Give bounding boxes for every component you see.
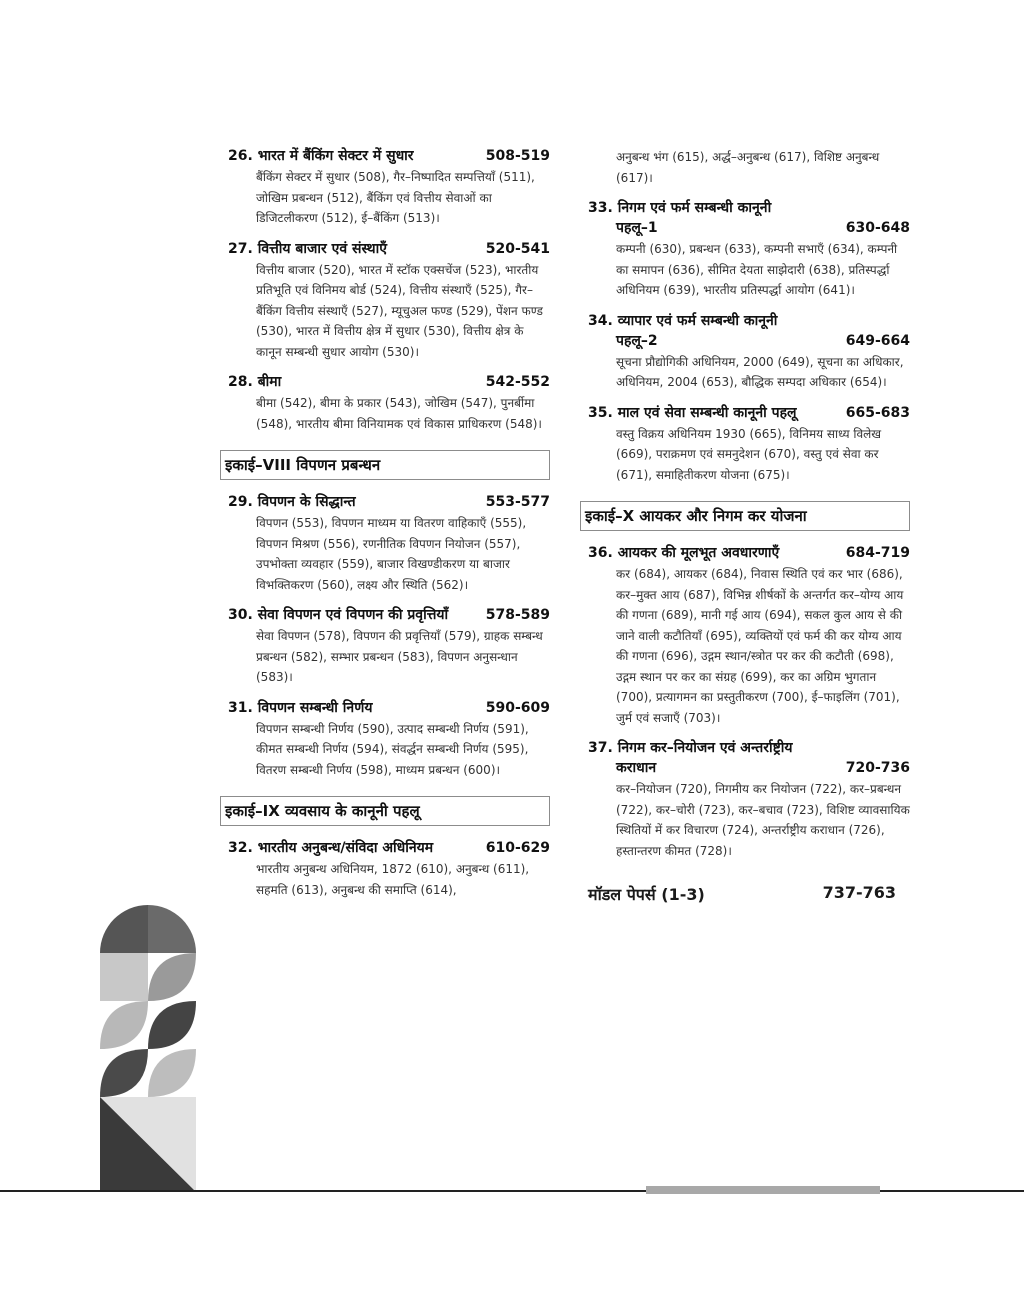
entry-number: 26. <box>228 148 253 164</box>
quarter-circle-dark-shape <box>100 905 148 953</box>
entry-title-row <box>588 403 910 423</box>
entry-pages: 542-552 <box>485 374 550 390</box>
entry-title-text: माल एवं सेवा सम्बन्धी कानूनी पहलू <box>617 404 797 421</box>
entry-number: 28. <box>228 374 253 390</box>
entry-title <box>588 403 846 423</box>
entry-title-cont: पहलू–2 <box>616 332 658 349</box>
toc-entry-32-continued <box>588 147 910 188</box>
entry-title <box>228 372 486 392</box>
entry-pages: 508-519 <box>485 148 550 164</box>
entry-number: 34. <box>588 312 613 329</box>
entry-title-row <box>588 738 910 758</box>
leaf-dark-shape-2 <box>100 1049 148 1097</box>
entry-title-row <box>228 492 550 512</box>
entry-body: बैंकिंग सेक्टर में सुधार (508), गैर–निष्पादित सम्पत्तियाँ (511), जोखिम प्रबन्धन (512), बैंकिंग एवं वित्तीय सेवाओं का डिजिटलीकरण (512), ई–बैंकिंग (513)। <box>256 170 535 225</box>
entry-title <box>228 492 486 512</box>
entry-body: कर–नियोजन (720), निगमीय कर नियोजन (722), कर–प्रबन्धन (722), कर–चोरी (723), कर–बचाव (723), विशिष्ट व्यावसायिक स्थितियों में कर विचारण (724), अन्तर्राष्ट्रीय कराधान (726), हस्तान्तरण कीमत (728)। <box>616 782 910 858</box>
toc-entry-31 <box>228 698 550 781</box>
entry-title <box>228 698 486 718</box>
entry-pages: 665-683 <box>845 404 910 421</box>
entry-number: 30. <box>228 607 253 623</box>
entry-title-row <box>228 239 550 259</box>
unit-heading-10: इकाई–X आयकर और निगम कर योजना <box>580 501 910 531</box>
unit-heading-9: इकाई–IX व्यवसाय के कानूनी पहलू <box>220 796 550 826</box>
entry-title-row <box>228 838 550 858</box>
entry-title-text: व्यापार एवं फर्म सम्बन्धी कानूनी <box>617 312 778 329</box>
model-papers-entry <box>588 883 910 905</box>
entry-body: कम्पनी (630), प्रबन्धन (633), कम्पनी सभाएँ (634), कम्पनी का समापन (636), सीमित देयता साझेदारी (638), प्रतिस्पर्द्धा अधिनियम (639), भारतीय प्रतिस्पर्द्धा आयोग (641)। <box>616 242 898 297</box>
entry-title-cont: पहलू–1 <box>616 220 658 236</box>
toc-entry-29 <box>228 492 550 595</box>
entry-number: 27. <box>228 240 253 257</box>
entry-title-row <box>588 311 910 331</box>
leaf-light-shape <box>100 1001 148 1049</box>
entry-body: सूचना प्रौद्योगिकी अधिनियम, 2000 (649), सूचना का अधिकार, अधिनियम, 2004 (653), बौद्धिक सम्पदा अधिकार (654)। <box>616 354 904 389</box>
toc-entry-26 <box>228 146 550 229</box>
decorative-geometric-graphic <box>100 905 196 1192</box>
entry-number: 33. <box>588 200 613 216</box>
entry-title-text: विपणन सम्बन्धी निर्णय <box>257 699 373 716</box>
entry-title-row <box>228 146 550 166</box>
entry-title-line2 <box>588 758 910 778</box>
entry-body: बीमा (542), बीमा के प्रकार (543), जोखिम (547), पुनर्बीमा (548), भारतीय बीमा विनियामक एवं विकास प्राधिकरण (548)। <box>256 396 542 431</box>
leaf-dark-shape <box>148 1001 196 1049</box>
left-column <box>225 146 550 910</box>
toc-entry-37 <box>588 738 910 861</box>
entry-pages: 578-589 <box>485 607 550 623</box>
entry-pages: 630-648 <box>845 220 910 236</box>
entry-body: सेवा विपणन (578), विपणन की प्रवृत्तियाँ (579), ग्राहक सम्बन्ध प्रबन्धन (582), सम्भार प्रबन्धन (583), विपणन अनुसन्धान (583)। <box>256 629 543 684</box>
toc-entry-27 <box>228 239 550 363</box>
entry-title-row <box>588 198 910 218</box>
entry-title-text: वित्तीय बाजार एवं संस्थाएँ <box>257 240 387 257</box>
model-papers-pages: 737-763 <box>822 883 896 902</box>
entry-title-text: निगम कर–नियोजन एवं अन्तर्राष्ट्रीय <box>617 740 793 756</box>
entry-number: 36. <box>588 545 613 561</box>
entry-body: भारतीय अनुबन्ध अधिनियम, 1872 (610), अनुबन्ध (611), सहमति (613), अनुबन्ध की समाप्ति (614), <box>256 862 530 897</box>
entry-title <box>588 311 910 331</box>
leaf-light-shape-2 <box>148 1049 196 1097</box>
entry-pages: 520-541 <box>485 240 550 257</box>
entry-pages: 590-609 <box>485 699 550 716</box>
entry-pages: 553-577 <box>485 494 550 510</box>
entry-number: 29. <box>228 494 253 510</box>
entry-body: विपणन सम्बन्धी निर्णय (590), उत्पाद सम्बन्धी निर्णय (591), कीमत सम्बन्धी निर्णय (594), संवर्द्धन सम्बन्धी निर्णय (595), वितरण सम्बन्धी निर्णय (598), माध्यम प्रबन्धन (600)। <box>256 721 529 777</box>
entry-title-row <box>228 372 550 392</box>
entry-number: 32. <box>228 840 253 856</box>
entry-body: वित्तीय बाजार (520), भारत में स्टॉक एक्सचेंज (523), भारतीय प्रतिभूति एवं विनिमय बोर्ड (524), वित्तीय संस्थाएँ (525), गैर–बैंकिंग वित्तीय संस्थाएँ (527), म्यूचुअल फण्ड (529), पेंशन फण्ड (530), भारत में वित्तीय क्षेत्र में सुधार (530), वित्तीय क्षेत्र के कानून सम्बन्धी सुधार आयोग (530)। <box>256 262 543 359</box>
entry-title-row <box>588 543 910 563</box>
unit-heading-8: इकाई–VIII विपणन प्रबन्धन <box>220 450 550 480</box>
entry-pages: 684-719 <box>845 545 910 561</box>
entry-title <box>588 738 910 758</box>
entry-body: विपणन (553), विपणन माध्यम या वितरण वाहिकाएँ (555), विपणन मिश्रण (556), रणनीतिक विपणन नियोजन (557), उपभोक्ता व्यवहार (559), बाजार विखण्डीकरण या बाजार विभक्तिकरण (560), लक्ष्य और स्थिति (562)। <box>256 516 527 592</box>
entry-title-text: सेवा विपणन एवं विपणन की प्रवृत्तियाँ <box>257 607 449 623</box>
entry-title-row <box>228 605 550 625</box>
entry-title-line2 <box>588 218 910 238</box>
toc-entry-36 <box>588 543 910 728</box>
entry-title-text: भारतीय अनुबन्ध/संविदा अधिनियम <box>257 840 434 856</box>
entry-body: वस्तु विक्रय अधिनियम 1930 (665), विनिमय साध्य विलेख (669), पराक्रमण एवं समनुदेशन (670), वस्तु एवं सेवा कर (671), समाहितीकरण योजना (675)। <box>616 426 882 482</box>
entry-pages: 610-629 <box>485 840 550 856</box>
toc-entry-30 <box>228 605 550 688</box>
entry-title-cont: कराधान <box>616 760 657 776</box>
quarter-circle-dark-shape-2 <box>148 905 196 953</box>
leaf-gray-shape <box>148 953 196 1001</box>
entry-title <box>228 239 486 259</box>
toc-entry-34 <box>588 311 910 393</box>
entry-title <box>588 198 910 218</box>
entry-title-text: आयकर की मूलभूत अवधारणाएँ <box>617 545 780 561</box>
entry-title <box>228 605 486 625</box>
toc-entry-32 <box>228 838 550 900</box>
entry-title <box>228 838 486 858</box>
entry-title-line2 <box>588 331 910 351</box>
entry-title-text: बीमा <box>257 374 282 390</box>
entry-number: 31. <box>228 699 253 716</box>
right-column <box>585 146 910 905</box>
entry-title-row <box>228 698 550 718</box>
entry-title-text: विपणन के सिद्धान्त <box>257 494 356 510</box>
toc-entry-35 <box>588 403 910 486</box>
entry-number: 37. <box>588 740 613 756</box>
entry-body: अनुबन्ध भंग (615), अर्द्ध–अनुबन्ध (617), विशिष्ट अनुबन्ध (617)। <box>616 150 880 185</box>
entry-title <box>588 543 846 563</box>
square-light-shape <box>100 953 148 1001</box>
entry-body: कर (684), आयकर (684), निवास स्थिति एवं कर भार (686), कर–मुक्त आय (687), विभिन्न शीर्षकों के अन्तर्गत कर–योग्य आय की गणना (689), मानी गई आय (694), सकल कुल आय से की जाने वाली कटौतियाँ (695), व्यक्तियों एवं फर्म की कर योग्य आय की गणना (696), उद्गम स्थान/स्त्रोत पर कर की कटौती (698), उद्गम स्थान पर कर का संग्रह (699), कर का अग्रिम भुगतान (700), प्रत्यागमन का प्रस्तुतीकरण (700), ई–फाइलिंग (701), जुर्म एवं सजाएँ (703)। <box>616 567 904 725</box>
toc-entry-28 <box>228 372 550 434</box>
entry-title-text: निगम एवं फर्म सम्बन्धी कानूनी <box>617 200 772 216</box>
model-papers-title: मॉडल पेपर्स (1-3) <box>588 885 705 904</box>
bottom-accent-bar <box>646 1186 880 1194</box>
toc-entry-33 <box>588 198 910 301</box>
entry-number: 35. <box>588 404 613 421</box>
entry-title-text: भारत में बैंकिंग सेक्टर में सुधार <box>257 148 414 164</box>
entry-pages: 720-736 <box>845 760 910 776</box>
entry-pages: 649-664 <box>845 332 910 349</box>
entry-title <box>228 146 486 166</box>
